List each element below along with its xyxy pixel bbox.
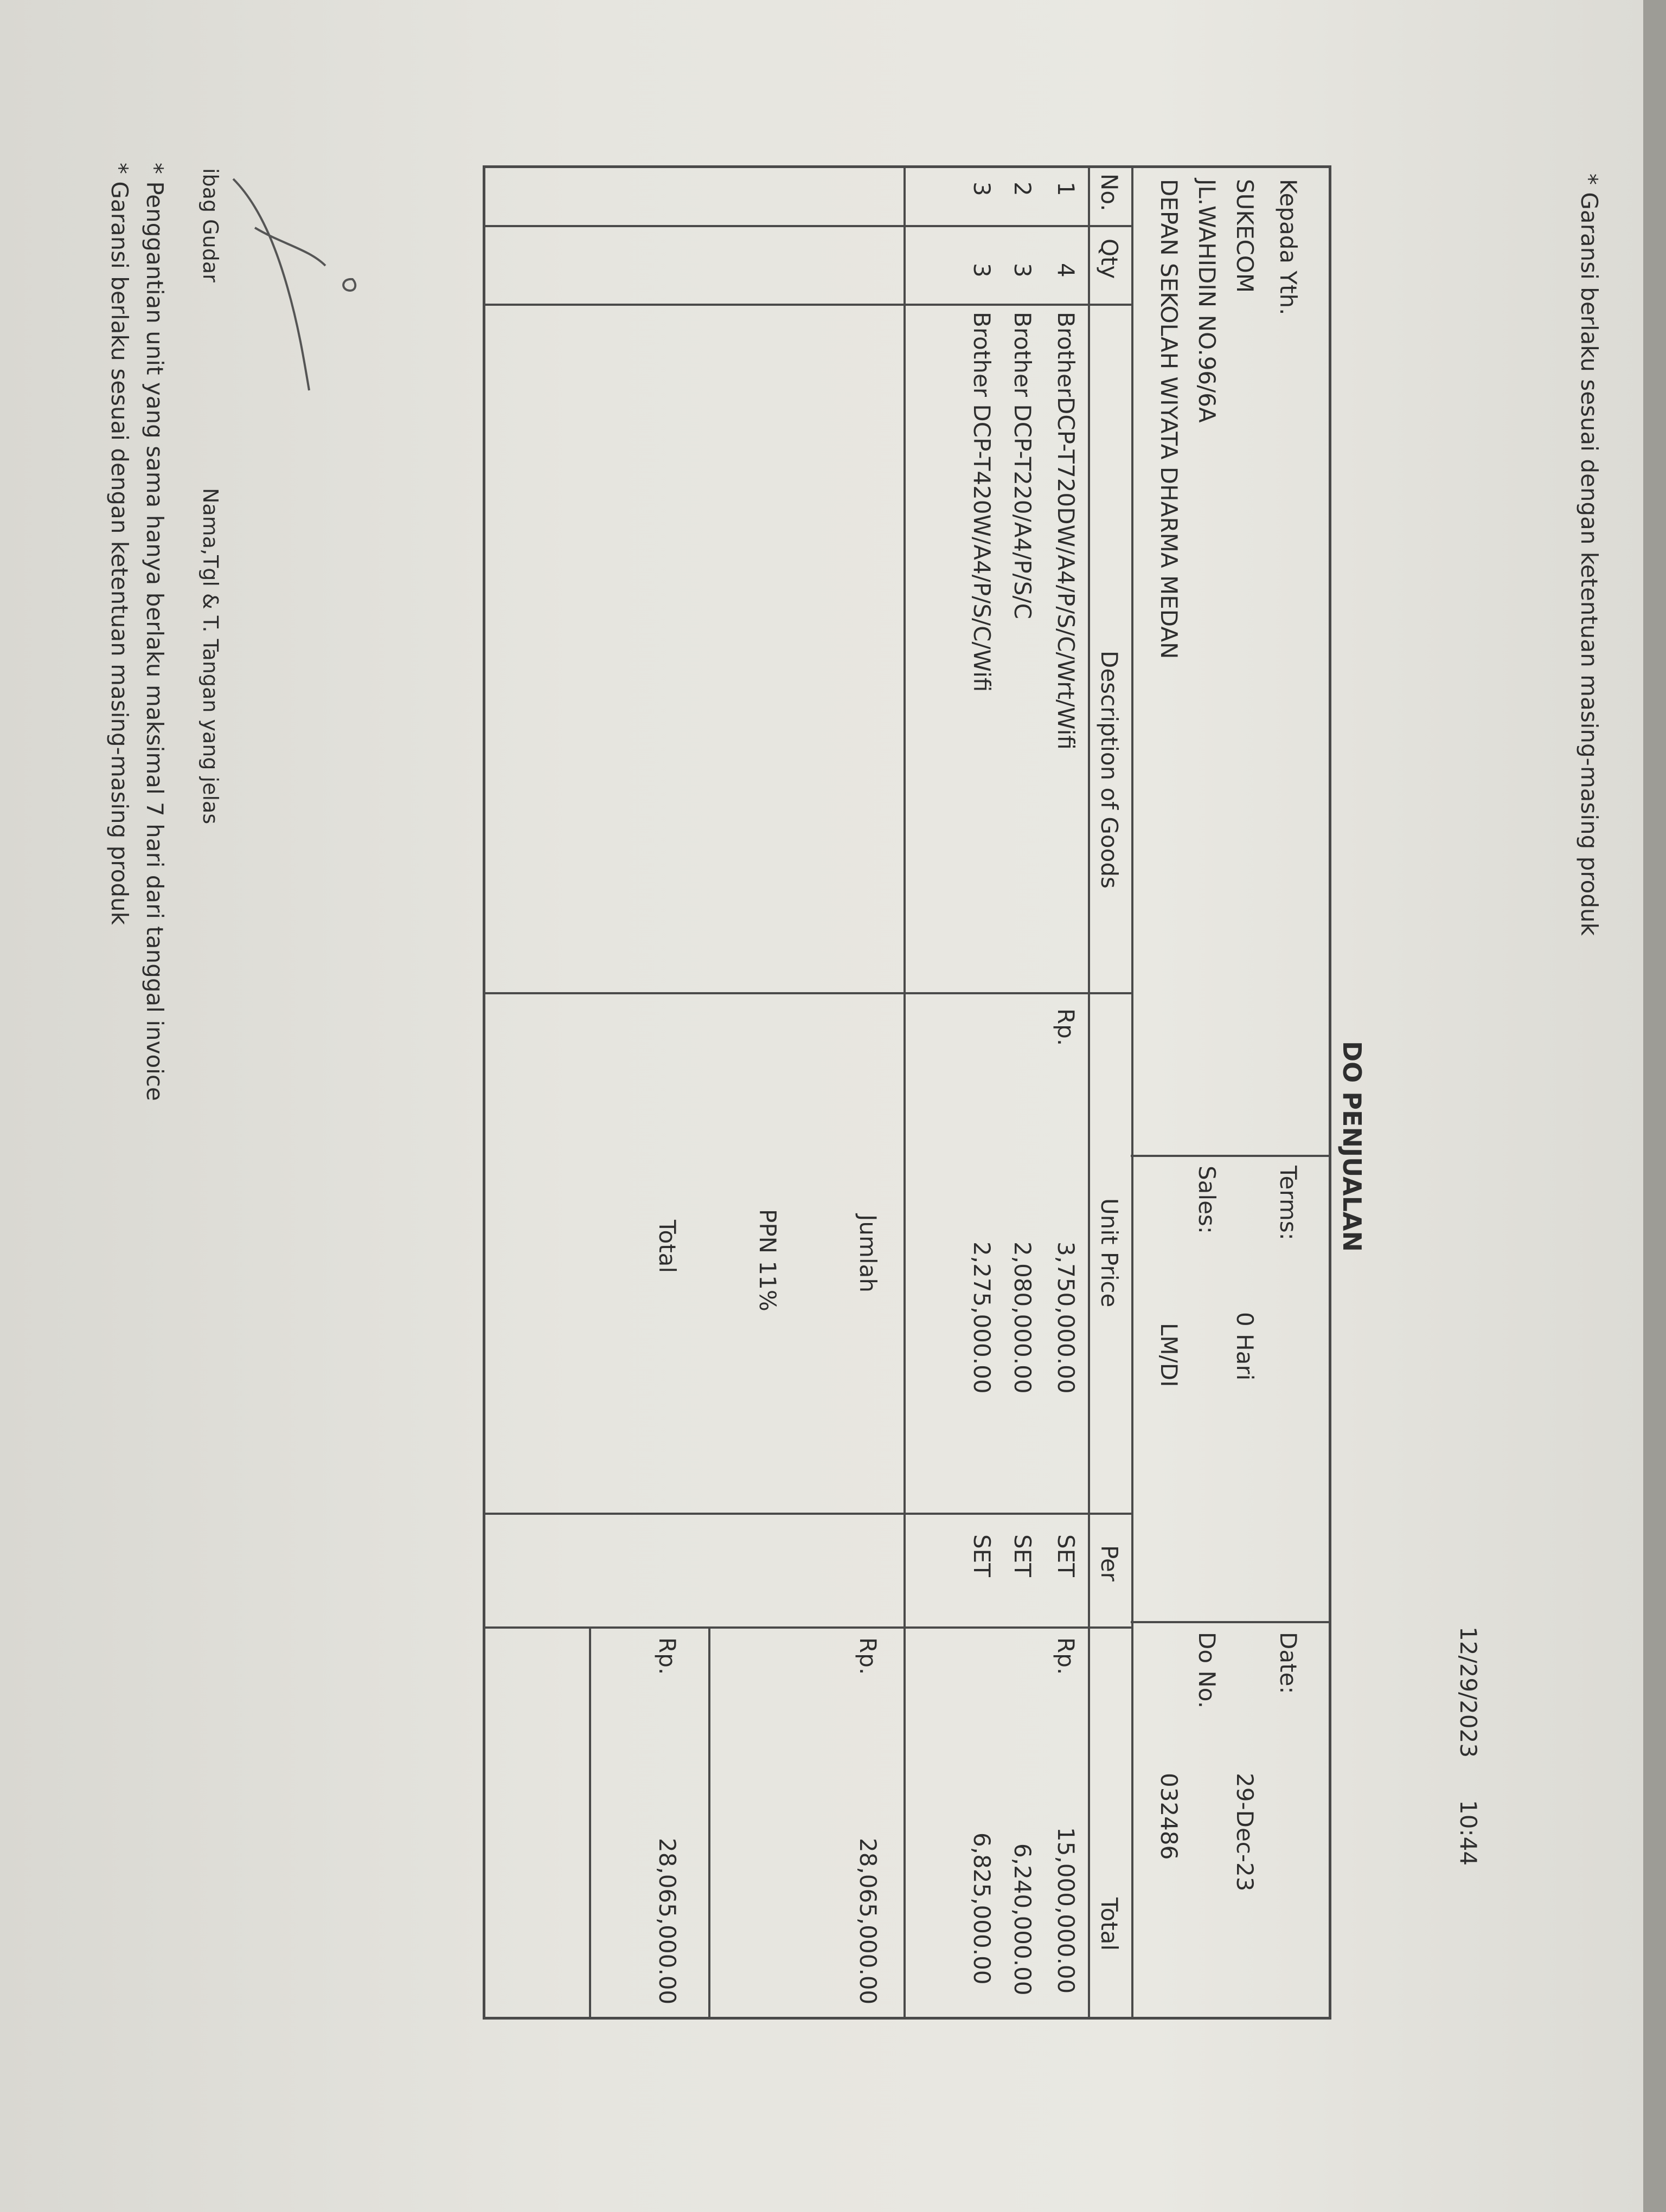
customer-label: Kepada Yth. [1275,179,1302,316]
sales-value: LM/DI [1156,1323,1182,1387]
warehouse-signature-label: ibag Gudar [198,168,222,282]
warranty-note-top: * Garansi berlaku sesuai dengan ketentuan masing-masing produk [1576,173,1603,936]
frame-right-line [483,2017,1331,2020]
meta-divider-right [1131,1621,1331,1623]
col-divider-no [483,225,1133,227]
row1-per: SET [1053,1534,1079,1577]
header-per: Per [1096,1545,1123,1581]
row3-description: Brother DCP-T420W/A4/P/S/C/Wifi [969,312,995,692]
header-unit-price: Unit Price [1096,1198,1123,1308]
footer-note-2: * Garansi berlaku sesuai dengan ketentuan masing-masing produk [106,163,133,925]
row2-total: 6,240,000.00 [1009,1843,1036,1996]
row1-no: 1 [1053,182,1079,196]
table-top-line [1131,165,1133,2020]
date-label: Date: [1275,1632,1302,1694]
terms-value: 0 Hari [1232,1312,1258,1381]
col-divider-desc [483,992,1133,994]
document-title: DO PENJUALAN [1337,1041,1367,1252]
grand-total-value: 28,065,000.00 [654,1838,681,2005]
row1-qty: 4 [1053,263,1079,278]
row2-unit-price: 2,080,000.00 [1009,1242,1036,1394]
row1-total: 15,000,000.00 [1053,1827,1079,1994]
row2-per: SET [1009,1534,1036,1577]
date-value: 29-Dec-23 [1232,1773,1258,1892]
summary-row-line-3 [589,1626,591,2020]
ppn-label: PPN 11% [754,1209,781,1311]
row1-description: BrotherDCP-T720DW/A4/P/S/C/Wrt/Wifi [1053,312,1079,750]
terms-label: Terms: [1275,1166,1302,1240]
row3-per: SET [969,1534,995,1577]
print-date: 12/29/2023 [1455,1626,1482,1758]
handwritten-signature [228,163,488,542]
row3-no: 3 [969,182,995,196]
row3-unit-price: 2,275,000.00 [969,1242,995,1394]
col-divider-qty [483,304,1133,306]
row1-total-currency: Rp. [1053,1637,1079,1675]
do-number-value: 032486 [1156,1773,1182,1860]
row1-currency: Rp. [1053,1008,1079,1046]
table-header-line [1088,165,1090,2020]
customer-address-1: JL.WAHIDIN NO.96/6A [1194,179,1220,423]
row3-qty: 3 [969,263,995,278]
row2-description: Brother DCP-T220/A4/P/S/C [1009,312,1036,619]
meta-divider-left [1131,1155,1331,1157]
jumlah-label: Jumlah [855,1214,881,1293]
row2-qty: 3 [1009,263,1036,278]
header-qty: Qty [1096,239,1123,279]
row1-unit-price: 3,750,000.00 [1053,1242,1079,1394]
summary-row-line-2 [708,1626,710,2020]
customer-address-2: DEPAN SEKOLAH WIYATA DHARMA MEDAN [1156,179,1182,659]
header-total: Total [1096,1898,1123,1951]
do-number-label: Do No. [1194,1632,1220,1709]
frame-left-line [483,165,1331,168]
row3-total: 6,825,000.00 [969,1832,995,1985]
jumlah-value: 28,065,000.00 [855,1838,881,2005]
header-no: No. [1096,173,1123,211]
sales-label: Sales: [1194,1166,1220,1234]
receiver-signature-label: Nama,Tgl & T. Tangan yang jelas [198,488,222,825]
total-label: Total [654,1220,681,1274]
customer-name: SUKECOM [1232,179,1258,293]
footer-note-1: * Penggantian unit yang sama hanya berlaku maksimal 7 hari dari tanggal invoice [142,163,168,1101]
grand-total-currency: Rp. [654,1637,681,1675]
col-divider-unit [483,1513,1133,1515]
jumlah-currency: Rp. [855,1637,881,1675]
print-time: 10:44 [1455,1800,1482,1866]
row2-no: 2 [1009,182,1036,196]
frame-top-line [1329,165,1331,2020]
header-description: Description of Goods [1096,651,1123,889]
col-divider-per [483,1626,1133,1629]
summary-row-line-1 [904,1626,906,2020]
